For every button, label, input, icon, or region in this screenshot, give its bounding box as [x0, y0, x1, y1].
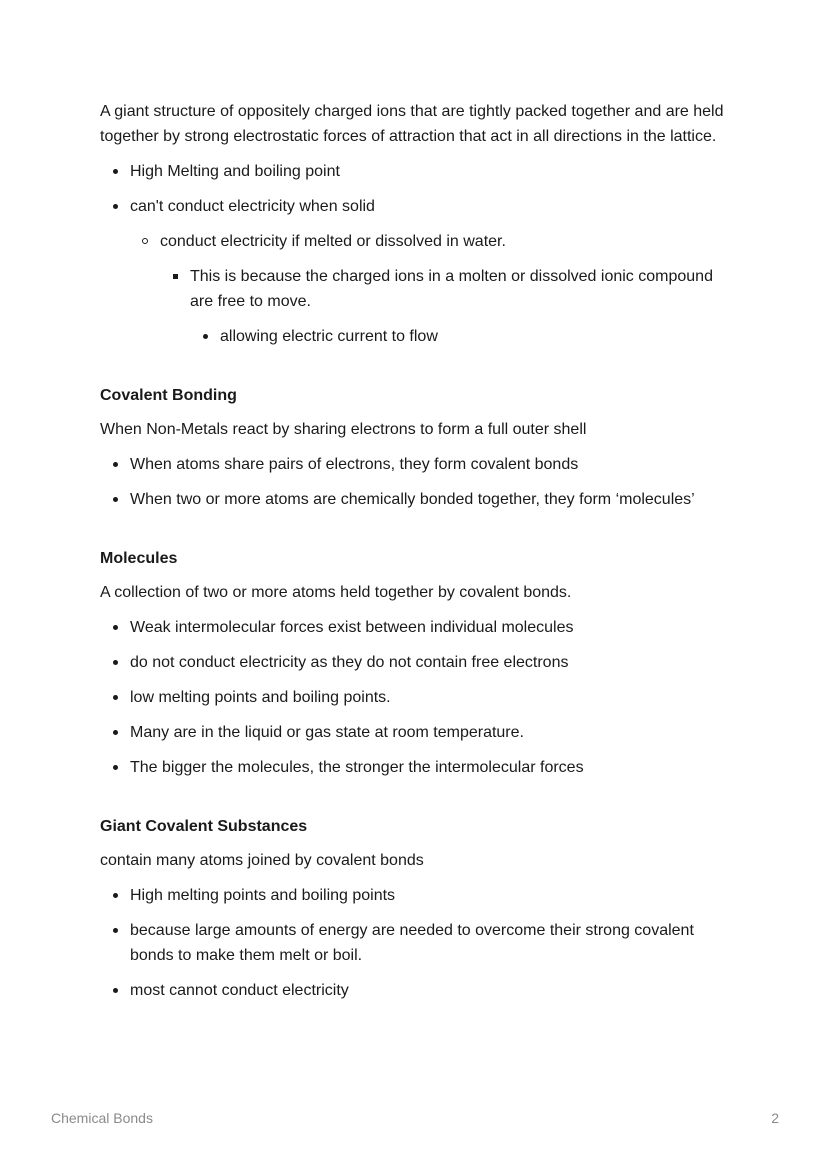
list-item: because large amounts of energy are needed to overcome their strong covalent bonds to make them melt or boil. — [100, 918, 740, 968]
list-item: The bigger the molecules, the stronger the intermolecular forces — [100, 755, 740, 780]
section-description: contain many atoms joined by covalent bonds — [100, 852, 424, 869]
list-item: High Melting and boiling point — [100, 159, 740, 184]
molecules-section — [100, 546, 740, 780]
section-heading: Molecules — [100, 550, 178, 567]
section-heading: Giant Covalent Substances — [100, 818, 308, 835]
giant-covalent-list — [100, 883, 740, 1003]
list-item: allowing electric current to flow — [190, 324, 740, 349]
list-item: Many are in the liquid or gas state at room temperature. — [100, 720, 740, 745]
list-item: most cannot conduct electricity — [100, 978, 740, 1003]
footer-page-number: 2 — [771, 1110, 779, 1126]
section-description: When Non-Metals react by sharing electrons to form a full outer shell — [100, 421, 587, 438]
ionic-properties-list — [100, 159, 740, 349]
list-item: can't conduct electricity when solid — [100, 194, 740, 219]
covalent-list — [100, 452, 740, 512]
page-content — [100, 99, 740, 1013]
list-item: do not conduct electricity as they do not contain free electrons — [100, 650, 740, 675]
list-item: conduct electricity if melted or dissolved in water. — [130, 229, 740, 254]
covalent-bonding-section — [100, 383, 740, 512]
section-description: A collection of two or more atoms held together by covalent bonds. — [100, 584, 572, 601]
list-item: High melting points and boiling points — [100, 883, 740, 908]
list-item: This is because the charged ions in a molten or dissolved ionic compound are free to move. — [160, 264, 740, 314]
footer-document-title: Chemical Bonds — [51, 1110, 153, 1126]
list-item: When two or more atoms are chemically bonded together, they form ‘molecules’ — [100, 487, 740, 512]
molecules-list — [100, 615, 740, 780]
ionic-lattice-description: A giant structure of oppositely charged ions that are tightly packed together and are held together by strong electrostatic forces of attraction that act in all directions in the lattice. — [100, 103, 724, 145]
list-item: low melting points and boiling points. — [100, 685, 740, 710]
list-item: Weak intermolecular forces exist between individual molecules — [100, 615, 740, 640]
section-heading: Covalent Bonding — [100, 387, 237, 404]
giant-covalent-section — [100, 814, 740, 1003]
list-item: When atoms share pairs of electrons, they form covalent bonds — [100, 452, 740, 477]
